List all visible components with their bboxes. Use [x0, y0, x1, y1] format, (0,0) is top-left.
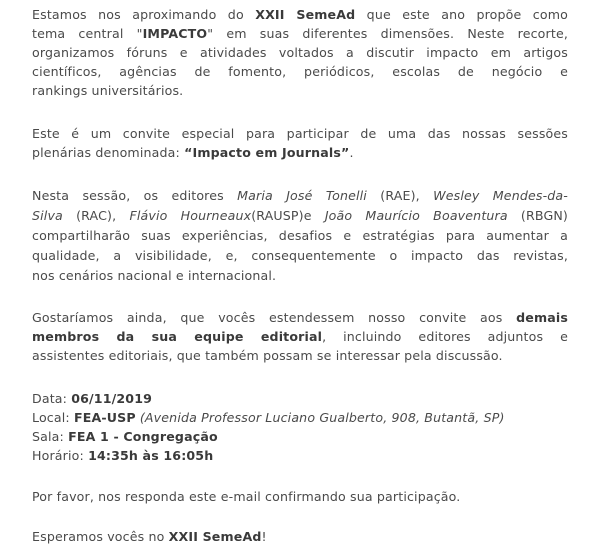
invite-line-2: [32, 144, 354, 162]
editor-name: Silva: [32, 208, 63, 223]
address: (Avenida Professor Luciano Gualberto, 908, Butantã, SP): [135, 410, 505, 425]
detail-value: FEA 1 - Congregação: [68, 429, 218, 444]
intro-line-4: científicos, agências de fomento, periódicos, escolas de negócio e: [32, 64, 568, 79]
detail-room: [32, 428, 218, 446]
editors-line-4: qualidade, a visibilidade, e, consequentemente o impacto das revistas,: [32, 248, 568, 263]
editor-name: Flávio Hourneaux: [129, 208, 252, 223]
detail-value: 14:35h às 16:05h: [88, 448, 214, 463]
intro-line-5: rankings universitários.: [32, 83, 184, 98]
text: (RAC),: [62, 208, 130, 223]
editors-line-1: [32, 187, 568, 205]
editors-line-5: nos cenários nacional e internacional.: [32, 268, 277, 283]
editors-line-3: compartilharão suas experiências, desafios e estratégias para aumentar a: [32, 228, 568, 243]
text: Estamos nos aproximando do: [32, 7, 256, 22]
intro-line-1: [32, 6, 568, 24]
rsvp-line: Por favor, nos responda este e-mail confirmando sua participação.: [32, 489, 461, 504]
intro-line-3: organizamos fóruns e atividades voltados a discutir impacto em artigos: [32, 45, 568, 60]
detail-time: [32, 447, 213, 465]
text: " em suas diferentes dimensões. Neste recorte,: [207, 26, 568, 41]
detail-label: Horário:: [32, 448, 89, 463]
intro-line-2: [32, 25, 568, 43]
invite-line-1: Este é um convite especial para participar de uma das nossas sessões: [32, 126, 568, 141]
editor-name: João Maurício Boaventura: [324, 208, 508, 223]
event-name: XXII SemeAd: [168, 529, 262, 544]
text: , incluindo editores adjuntos e: [322, 329, 568, 344]
session-name: “Impacto em Journals”: [184, 145, 350, 160]
text: (RAE),: [366, 188, 434, 203]
emphasis: demais: [516, 310, 568, 325]
closing-line: [32, 528, 267, 546]
extend-line-1: [32, 309, 568, 327]
editors-line-2: [32, 207, 568, 225]
text: que este ano propõe como: [355, 7, 568, 22]
extend-line-3: assistentes editoriais, que também possam se interessar pela discussão.: [32, 348, 503, 363]
text: (RAUSP)e: [251, 208, 325, 223]
text: .: [349, 145, 354, 160]
text: Esperamos vocês no: [32, 529, 169, 544]
detail-value: FEA-USP: [73, 410, 136, 425]
text: (RBGN): [507, 208, 568, 223]
text: !: [261, 529, 267, 544]
detail-label: Data:: [32, 391, 72, 406]
emphasis: membros da sua equipe editorial: [32, 329, 323, 344]
detail-label: Local:: [32, 410, 74, 425]
detail-value: 06/11/2019: [71, 391, 153, 406]
editor-name: Maria José Tonelli: [237, 188, 367, 203]
event-name: XXII SemeAd: [255, 7, 356, 22]
text: tema central ": [32, 26, 143, 41]
editor-name: Wesley Mendes-da-: [433, 188, 568, 203]
extend-line-2: [32, 328, 568, 346]
theme-keyword: IMPACTO: [142, 26, 208, 41]
detail-date: [32, 390, 152, 408]
text: Gostaríamos ainda, que vocês estendessem nosso convite aos: [32, 310, 517, 325]
text: Nesta sessão, os editores: [32, 188, 238, 203]
text: plenárias denominada:: [32, 145, 185, 160]
detail-label: Sala:: [32, 429, 69, 444]
detail-place: [32, 409, 505, 427]
